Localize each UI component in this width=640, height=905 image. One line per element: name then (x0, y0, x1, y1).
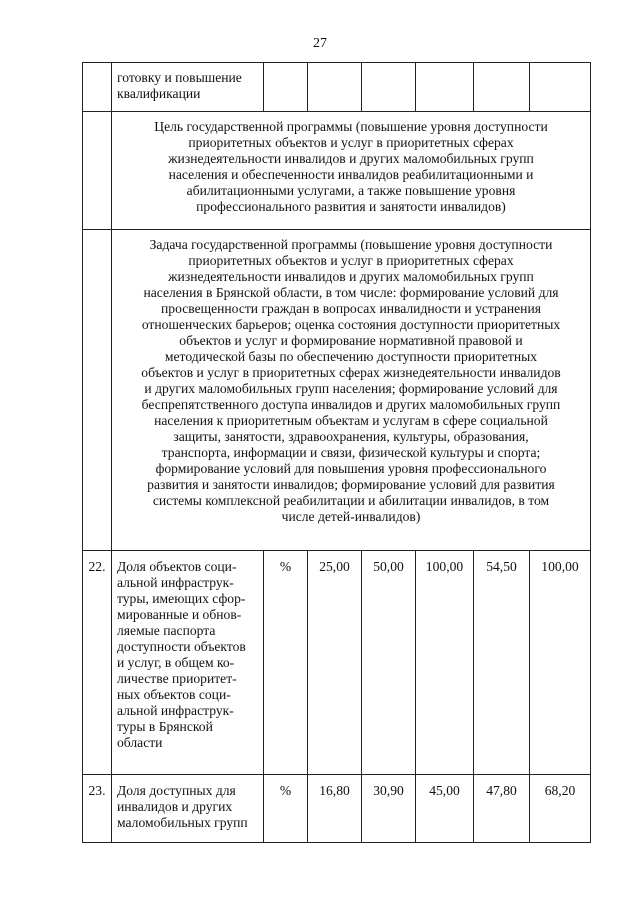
task-text-line: развития и занятости инвалидов; формирование условий для развития (147, 477, 555, 492)
indicator-text-line: Доля доступных для (117, 783, 236, 798)
task-text-line: числе детей-инвалидов) (281, 509, 421, 524)
value-cell (362, 63, 416, 112)
table-row-continuation (83, 63, 591, 112)
number-cell (83, 63, 112, 112)
indicator-text-line: мированные и обнов- (117, 607, 242, 622)
value-cell (530, 63, 591, 112)
task-text-line: системы комплексной реабилитации и абилитации инвалидов, в том (152, 493, 550, 508)
indicator-text-line: готовку и повышение (117, 70, 242, 85)
indicator-text-line: Доля объектов соци- (117, 559, 237, 574)
table-row-task (83, 230, 591, 551)
indicator-text-line: личестве приоритет- (117, 671, 237, 686)
task-text-line: транспорта, информации и связи, физической культуры и спорта; (161, 445, 541, 460)
task-text-line: Задача государственной программы (повышение уровня доступности (149, 237, 553, 252)
goal-text-line: приоритетных объектов и услуг в приоритетных сферах (188, 135, 514, 150)
indicator-text-line: ляемые паспорта (117, 623, 216, 638)
indicator-text-line: доступности объектов (117, 639, 246, 654)
row-number: 23. (83, 775, 112, 843)
indicator-text-line: квалификации (117, 86, 201, 101)
value-cell: 54,50 (474, 551, 530, 775)
indicator-text-line: туры, имеющих сфор- (117, 591, 246, 606)
goal-text-line: жизнедеятельности инвалидов и других маломобильных групп (168, 151, 534, 166)
value-cell (474, 63, 530, 112)
task-text-line: приоритетных объектов и услуг в приоритетных сферах (188, 253, 514, 268)
task-text-line: жизнедеятельности инвалидов и других маломобильных групп (168, 269, 534, 284)
task-text-line: методической базы по обеспечению доступности приоритетных (164, 349, 538, 364)
indicator-text-line: области (117, 735, 163, 750)
task-text-line: населения в Брянской области, в том числе: формирование условий для (143, 285, 559, 300)
table-row-goal (83, 112, 591, 230)
task-text-line: объектов и услуг и формирование нормативной правовой и (179, 333, 523, 348)
value-cell: 100,00 (416, 551, 474, 775)
indicator-text-line: инвалидов и других (117, 799, 233, 814)
indicator-text-line: альной инфраструк- (117, 703, 234, 718)
goal-text-line: профессионального развития и занятости инвалидов) (196, 199, 506, 214)
task-text-line: отношенческих барьеров; оценка состояния доступности приоритетных (141, 317, 561, 332)
row-number: 22. (83, 551, 112, 775)
value-cell (308, 63, 362, 112)
indicator-text-line: альной инфраструк- (117, 575, 234, 590)
task-text-line: и других маломобильных групп населения; формирование условий для (144, 381, 558, 396)
value-cell (416, 63, 474, 112)
indicator-cell (112, 775, 264, 843)
value-cell: 25,00 (308, 551, 362, 775)
indicators-table (82, 62, 591, 843)
task-text-line: защиты, занятости, здравоохранения, культуры, образования, (173, 429, 529, 444)
indicator-cell (112, 551, 264, 775)
number-cell (83, 230, 112, 551)
number-cell (83, 112, 112, 230)
page-number: 27 (313, 36, 327, 51)
task-text-line: беспрепятственного доступа инвалидов и других маломобильных групп (141, 397, 561, 412)
task-text-line: населения к приоритетным объектам и услугам в сфере социальной (154, 413, 548, 428)
unit-cell: % (264, 551, 308, 775)
goal-text-line: Цель государственной программы (повышение уровня доступности (154, 119, 548, 134)
indicator-text-line: ных объектов соци- (117, 687, 231, 702)
value-cell: 50,00 (362, 551, 416, 775)
indicator-text-line: маломобильных групп (117, 815, 248, 830)
value-cell: 100,00 (530, 551, 591, 775)
table-row (83, 775, 591, 843)
indicator-text-line: и услуг, в общем ко- (117, 655, 235, 670)
value-cell: 16,80 (308, 775, 362, 843)
value-cell: 30,90 (362, 775, 416, 843)
indicator-text-line: туры в Брянской (117, 719, 213, 734)
goal-text-line: абилитационными услугами, а также повышение уровня (186, 183, 516, 198)
task-text-line: объектов и услуг в приоритетных сферах жизнедеятельности инвалидов (141, 365, 561, 380)
value-cell: 45,00 (416, 775, 474, 843)
value-cell: 47,80 (474, 775, 530, 843)
value-cell: 68,20 (530, 775, 591, 843)
goal-cell (112, 112, 591, 230)
task-text-line: формирование условий для повышения уровня профессионального (155, 461, 547, 476)
task-cell (112, 230, 591, 551)
unit-cell (264, 63, 308, 112)
task-text-line: просвещенности граждан в вопросах инвалидности и устранения (161, 301, 541, 316)
indicator-cell (112, 63, 264, 112)
unit-cell: % (264, 775, 308, 843)
goal-text-line: населения и обеспеченности инвалидов реабилитационными и (168, 167, 534, 182)
table-row (83, 551, 591, 775)
